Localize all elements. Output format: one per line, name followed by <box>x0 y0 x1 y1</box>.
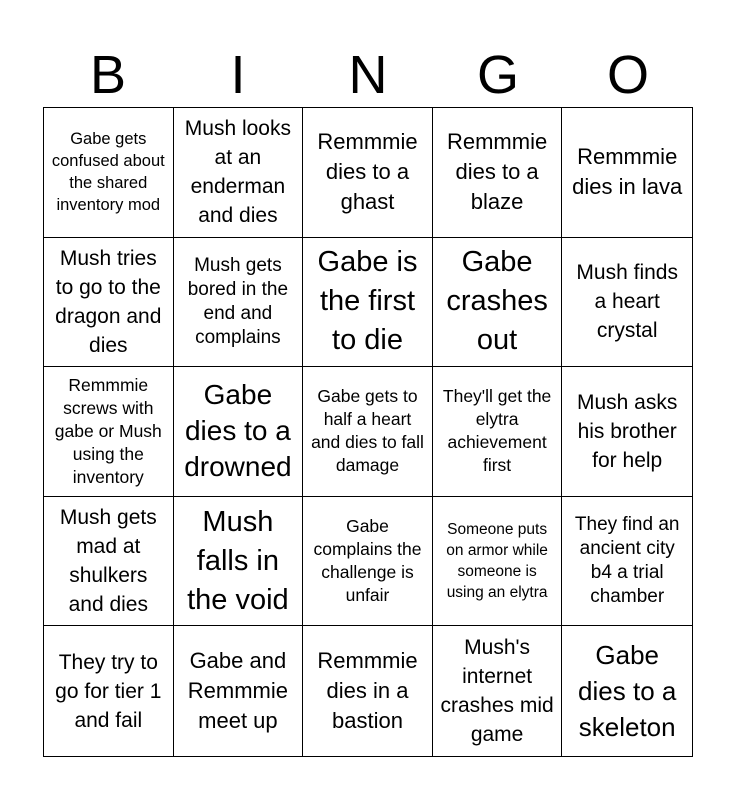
bingo-cell-3[interactable] <box>303 108 433 238</box>
bingo-cell-12[interactable] <box>174 367 304 497</box>
header-letter-i: I <box>230 45 246 105</box>
bingo-cell-20[interactable] <box>562 497 692 627</box>
bingo-header <box>43 42 693 108</box>
bingo-cell-11[interactable] <box>44 367 174 497</box>
bingo-cell-9[interactable] <box>433 238 563 368</box>
bingo-cell-15[interactable] <box>562 367 692 497</box>
cell-text: Remmmie dies to a blaze <box>446 129 548 215</box>
bingo-cell-7[interactable] <box>174 238 304 368</box>
cell-text: Mush finds a heart crystal <box>576 261 678 343</box>
cell-text: Mush's internet crashes mid game <box>440 636 554 747</box>
cell-text: Gabe complains the challenge is unfair <box>313 516 422 606</box>
bingo-cell-2[interactable] <box>174 108 304 238</box>
bingo-cell-13[interactable] <box>303 367 433 497</box>
cell-text: Mush asks his brother for help <box>577 390 678 472</box>
header-letter-o: O <box>606 45 649 105</box>
cell-text: Remmmie dies to a ghast <box>317 129 418 215</box>
bingo-cell-24[interactable] <box>433 626 563 756</box>
cell-text: Gabe is the first to die <box>317 246 418 357</box>
cell-text: Gabe dies to a skeleton <box>578 640 677 743</box>
cell-text: Remmmie dies in lava <box>572 144 683 200</box>
cell-text: Mush tries to go to the dragon and dies <box>55 246 162 357</box>
cell-text: They find an ancient city b4 a trial chamber <box>574 514 680 608</box>
cell-text: Gabe and Remmmie meet up <box>187 648 288 734</box>
cell-text: Mush falls in the void <box>187 505 289 616</box>
cell-text: They'll get the elytra achievement first <box>442 386 552 476</box>
cell-text: Mush looks at an enderman and dies <box>184 117 291 228</box>
bingo-grid <box>43 107 693 757</box>
cell-text: Mush gets bored in the end and complains <box>187 254 289 348</box>
bingo-cell-8[interactable] <box>303 238 433 368</box>
bingo-cell-4[interactable] <box>433 108 563 238</box>
cell-text: Mush gets mad at shulkers and dies <box>59 506 157 617</box>
bingo-cell-10[interactable] <box>562 238 692 368</box>
bingo-cell-14[interactable] <box>433 367 563 497</box>
bingo-cell-19[interactable] <box>433 497 563 627</box>
header-letter-b: B <box>89 45 127 105</box>
bingo-cell-22[interactable] <box>174 626 304 756</box>
cell-text: Gabe dies to a drowned <box>184 379 292 483</box>
bingo-cell-1[interactable] <box>44 108 174 238</box>
header-letter-g: G <box>476 45 519 105</box>
cell-text: Remmmie screws with gabe or Mush using the inventory <box>54 374 162 487</box>
bingo-cell-16[interactable] <box>44 497 174 627</box>
cell-text: Gabe crashes out <box>446 246 548 357</box>
bingo-cell-21[interactable] <box>44 626 174 756</box>
bingo-cell-5[interactable] <box>562 108 692 238</box>
header-letter-n: N <box>348 45 388 105</box>
cell-text: Someone puts on armor while someone is using an elytra <box>446 521 548 602</box>
cell-text: Remmmie dies in a bastion <box>317 648 418 734</box>
cell-text: Gabe gets confused about the shared inventory mod <box>51 130 165 215</box>
bingo-cell-6[interactable] <box>44 238 174 368</box>
cell-text: Gabe gets to half a heart and dies to fall damage <box>311 386 424 476</box>
bingo-cell-17[interactable] <box>174 497 304 627</box>
bingo-cell-25[interactable] <box>562 626 692 756</box>
cell-text: They try to go for tier 1 and fail <box>55 650 162 732</box>
bingo-cell-18[interactable] <box>303 497 433 627</box>
bingo-cell-23[interactable] <box>303 626 433 756</box>
